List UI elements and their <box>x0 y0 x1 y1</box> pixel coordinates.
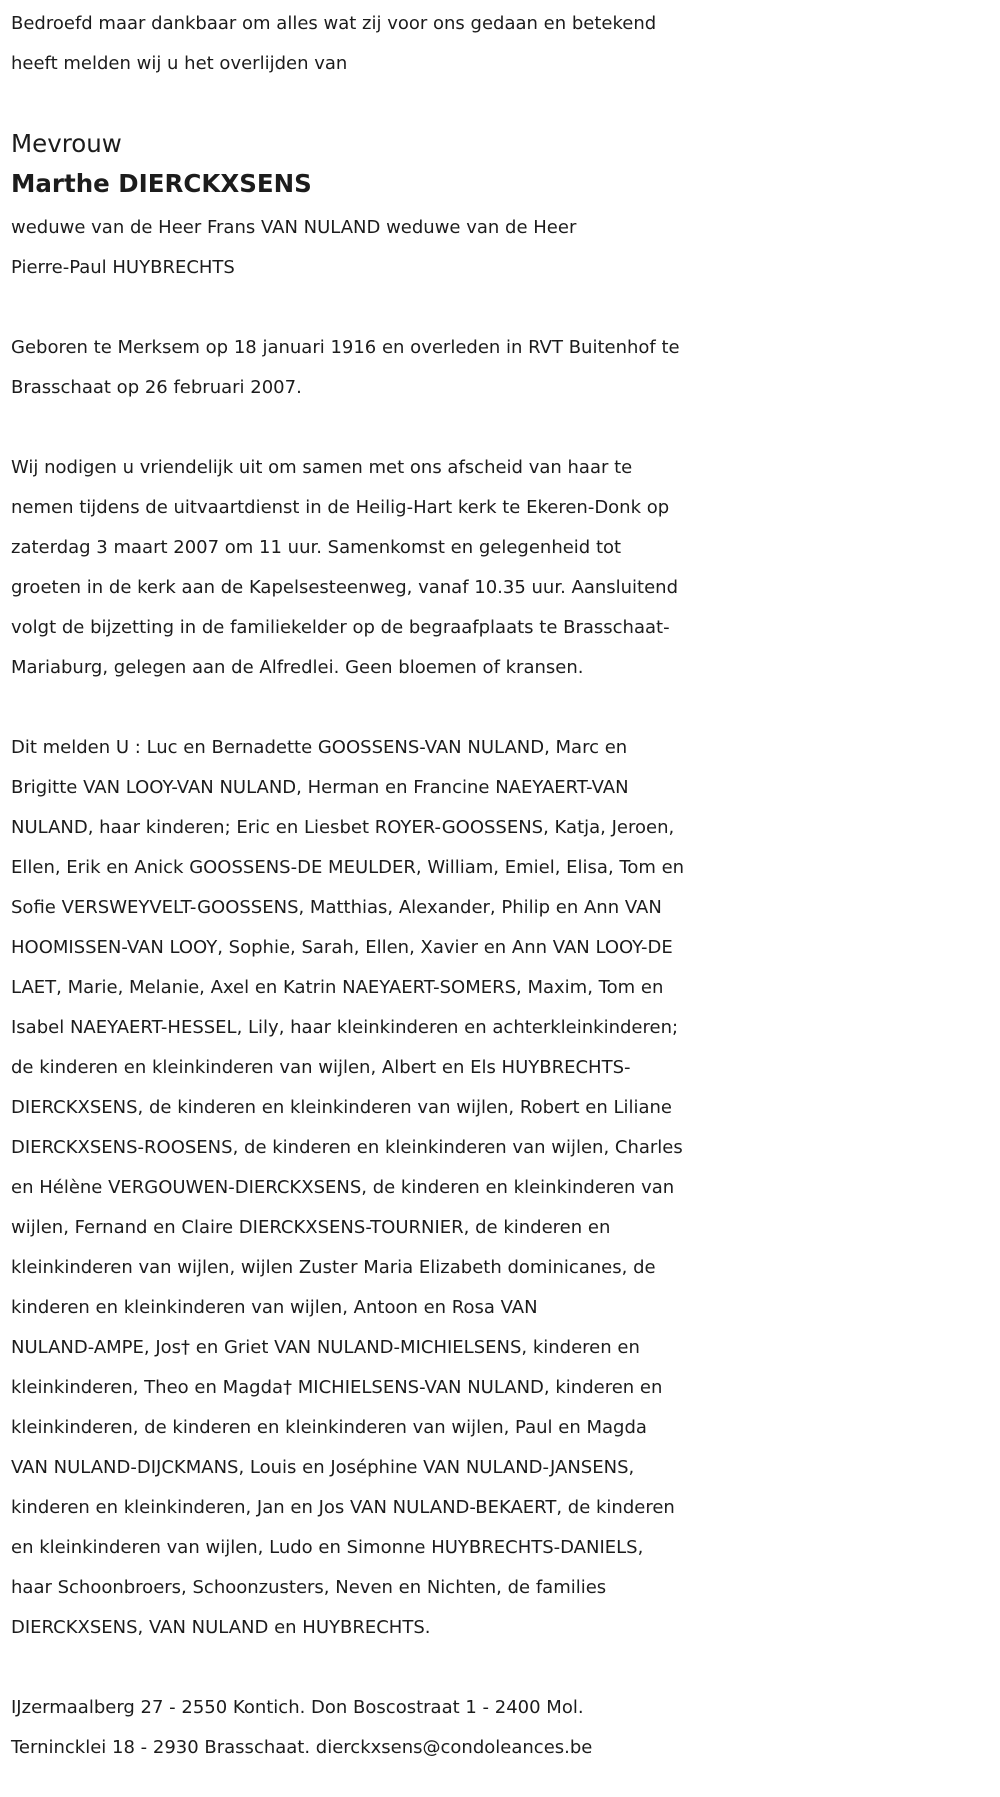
family-line: Sofie VERSWEYVELT-GOOSSENS, Matthias, Alexander, Philip en Ann VAN <box>11 897 662 918</box>
family-paragraph <box>11 728 996 1648</box>
family-line: haar Schoonbroers, Schoonzusters, Neven en Nichten, de families <box>11 1577 607 1598</box>
address-paragraph <box>11 1688 996 1768</box>
family-line: DIERCKXSENS-ROOSENS, de kinderen en kleinkinderen van wijlen, Charles <box>11 1137 683 1158</box>
family-line: Dit melden U : Luc en Bernadette GOOSSENS-VAN NULAND, Marc en <box>11 737 628 758</box>
birth-death-line: Brasschaat op 26 februari 2007. <box>11 377 302 398</box>
funeral-line: nemen tijdens de uitvaartdienst in de Heilig-Hart kerk te Ekeren-Donk op <box>11 497 670 518</box>
funeral-paragraph <box>11 448 996 688</box>
deceased-name: Marthe DIERCKXSENS <box>11 169 312 198</box>
family-line: wijlen, Fernand en Claire DIERCKXSENS-TOURNIER, de kinderen en <box>11 1217 611 1238</box>
widow-paragraph <box>11 208 996 288</box>
funeral-line: volgt de bijzetting in de familiekelder op de begraafplaats te Brasschaat- <box>11 617 670 638</box>
family-line: kleinkinderen, de kinderen en kleinkinderen van wijlen, Paul en Magda <box>11 1417 647 1438</box>
family-line: kinderen en kleinkinderen, Jan en Jos VAN NULAND-BEKAERT, de kinderen <box>11 1497 675 1518</box>
funeral-line: Mariaburg, gelegen aan de Alfredlei. Geen bloemen of kransen. <box>11 657 584 678</box>
family-line: LAET, Marie, Melanie, Axel en Katrin NAEYAERT-SOMERS, Maxim, Tom en <box>11 977 664 998</box>
paragraph-spacer <box>11 408 996 448</box>
widow-line: weduwe van de Heer Frans VAN NULAND weduwe van de Heer <box>11 217 577 238</box>
family-line: VAN NULAND-DIJCKMANS, Louis en Joséphine VAN NULAND-JANSENS, <box>11 1457 635 1478</box>
funeral-line: zaterdag 3 maart 2007 om 11 uur. Samenkomst en gelegenheid tot <box>11 537 622 558</box>
paragraph-spacer <box>11 288 996 328</box>
family-line: de kinderen en kleinkinderen van wijlen, Albert en Els HUYBRECHTS- <box>11 1057 631 1078</box>
family-line: en Hélène VERGOUWEN-DIERCKXSENS, de kinderen en kleinkinderen van <box>11 1177 675 1198</box>
address-line: IJzermaalberg 27 - 2550 Kontich. Don Boscostraat 1 - 2400 Mol. <box>11 1697 584 1718</box>
family-line: NULAND, haar kinderen; Eric en Liesbet ROYER-GOOSSENS, Katja, Jeroen, <box>11 817 675 838</box>
widow-line: Pierre-Paul HUYBRECHTS <box>11 257 235 278</box>
intro-paragraph <box>11 4 996 84</box>
family-line: DIERCKXSENS, de kinderen en kleinkinderen van wijlen, Robert en Liliane <box>11 1097 673 1118</box>
funeral-line: groeten in de kerk aan de Kapelsesteenweg, vanaf 10.35 uur. Aansluitend <box>11 577 679 598</box>
intro-line: heeft melden wij u het overlijden van <box>11 53 348 74</box>
family-line: NULAND-AMPE, Jos† en Griet VAN NULAND-MICHIELSENS, kinderen en <box>11 1337 640 1358</box>
family-line: Isabel NAEYAERT-HESSEL, Lily, haar kleinkinderen en achterkleinkinderen; <box>11 1017 679 1038</box>
birth-death-line: Geboren te Merksem op 18 januari 1916 en overleden in RVT Buitenhof te <box>11 337 680 358</box>
death-notice <box>11 4 996 1768</box>
family-line: HOOMISSEN-VAN LOOY, Sophie, Sarah, Ellen, Xavier en Ann VAN LOOY-DE <box>11 937 673 958</box>
funeral-line: Wij nodigen u vriendelijk uit om samen met ons afscheid van haar te <box>11 457 633 478</box>
paragraph-spacer <box>11 688 996 728</box>
intro-line: Bedroefd maar dankbaar om alles wat zij voor ons gedaan en betekend <box>11 13 657 34</box>
family-line: en kleinkinderen van wijlen, Ludo en Simonne HUYBRECHTS-DANIELS, <box>11 1537 644 1558</box>
birth-death-paragraph <box>11 328 996 408</box>
family-line: DIERCKXSENS, VAN NULAND en HUYBRECHTS. <box>11 1617 431 1638</box>
family-line: kleinkinderen, Theo en Magda† MICHIELSENS-VAN NULAND, kinderen en <box>11 1377 663 1398</box>
family-line: kinderen en kleinkinderen van wijlen, Antoon en Rosa VAN <box>11 1297 538 1318</box>
address-line: Ternincklei 18 - 2930 Brasschaat. dierckxsens@condoleances.be <box>11 1737 593 1758</box>
family-line: kleinkinderen van wijlen, wijlen Zuster Maria Elizabeth dominicanes, de <box>11 1257 656 1278</box>
family-line: Brigitte VAN LOOY-VAN NULAND, Herman en Francine NAEYAERT-VAN <box>11 777 629 798</box>
salutation: Mevrouw <box>11 129 122 158</box>
paragraph-spacer <box>11 1648 996 1688</box>
paragraph-spacer <box>11 84 996 124</box>
family-line: Ellen, Erik en Anick GOOSSENS-DE MEULDER, William, Emiel, Elisa, Tom en <box>11 857 685 878</box>
